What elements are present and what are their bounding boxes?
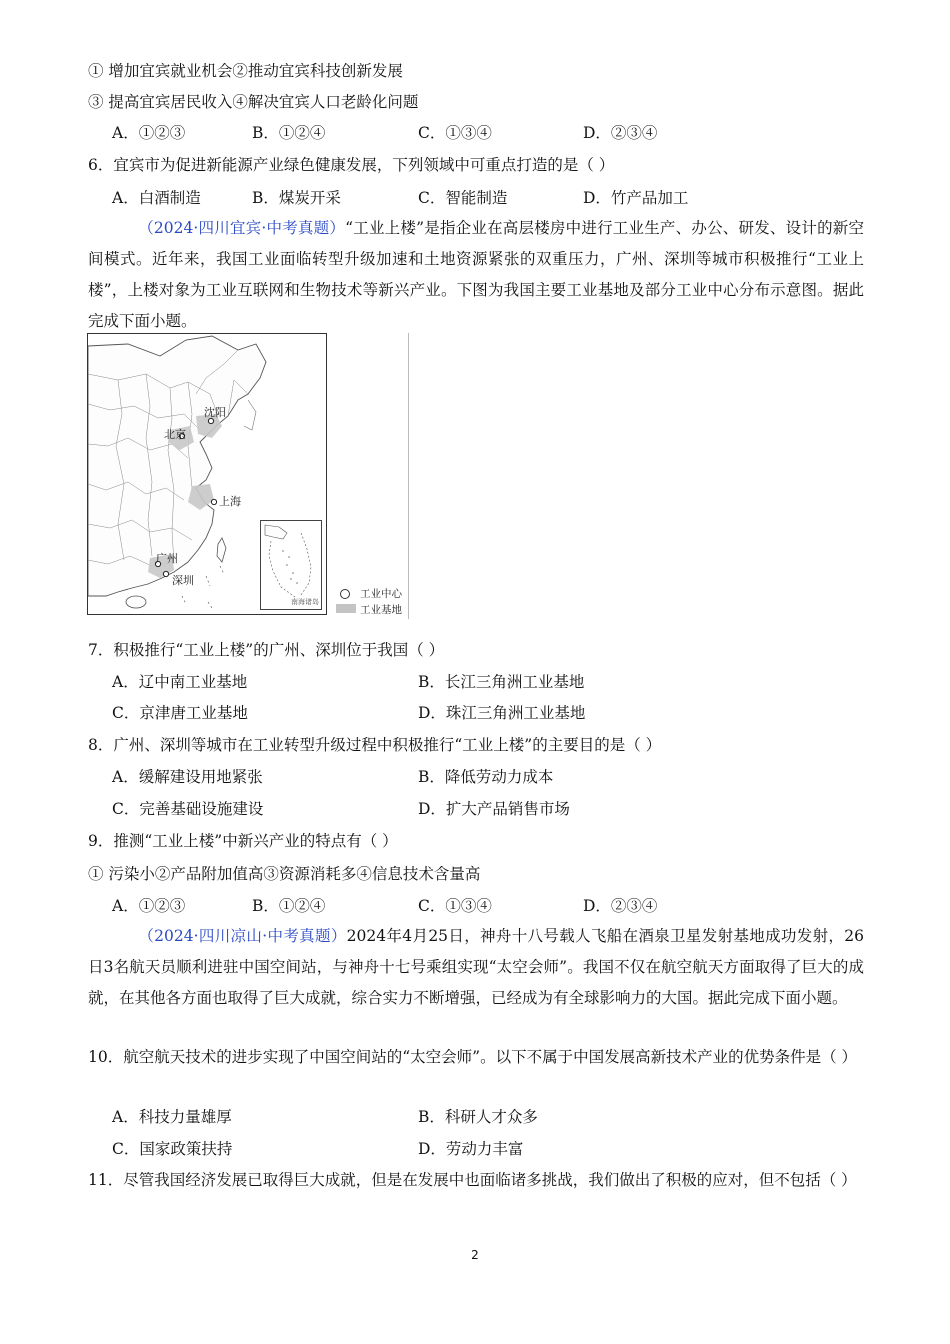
inset-drawing (261, 521, 321, 609)
q8-option-b[interactable]: B．降低劳动力成本 (418, 768, 554, 786)
legend-center-label: 工业中心 (360, 588, 402, 600)
map-label-shenzhen: 深圳 (172, 574, 194, 587)
q10-option-c[interactable]: C．国家政策扶持 (112, 1140, 233, 1158)
q7-option-c[interactable]: C．京津唐工业基地 (112, 704, 248, 722)
q10-option-d[interactable]: D．劳动力丰富 (418, 1140, 524, 1158)
q5-option-b[interactable]: B．①②④ (252, 124, 326, 142)
q7-option-b[interactable]: B．长江三角洲工业基地 (418, 673, 585, 691)
q6-option-c[interactable]: C．智能制造 (418, 189, 508, 207)
hainan-island (126, 596, 146, 608)
legend-center-icon (340, 589, 350, 599)
page-number: 2 (471, 1248, 479, 1262)
q9-stem: 9．推测“工业上楼”中新兴产业的特点有（ ） (88, 832, 398, 850)
q8-option-a[interactable]: A．缓解建设用地紧张 (112, 768, 263, 786)
passage-1-text: “工业上楼”是指企业在高层楼房中进行工业生产、办公、研发、设计的新空间模式。近年来，我国工业面临转型升级加速和土地资源紧张的双重压力，广州、深圳等城市积极推行“工业上楼”，上楼对象为工业互联网和生物技术等新兴产业。下图为我国主要工业基地及部分工业中心分布示意图。据此完成下面小题。 (88, 219, 864, 330)
q9-option-d[interactable]: D．②③④ (583, 897, 658, 915)
passage-2-text: 2024年4月25日，神舟十八号载人飞船在酒泉卫星发射基地成功发射，26日3名航天员顺利进驻中国空间站，与神舟十七号乘组实现“太空会师”。我国不仅在航空航天方面取得了巨大的成就，在其他各方面也取得了巨大成就，综合实力不断增强，已经成为有全球影响力的大国。据此完成下面小题。 (88, 927, 864, 1007)
map-label-beijing: 北京 (164, 428, 186, 441)
q9-option-c[interactable]: C．①③④ (418, 897, 492, 915)
q5-option-c[interactable]: C．①③④ (418, 124, 492, 142)
q7-option-a[interactable]: A．辽中南工业基地 (112, 673, 248, 691)
shanghai-center (211, 499, 216, 504)
q7-option-d[interactable]: D．珠江三角洲工业基地 (418, 704, 586, 722)
q6-option-a[interactable]: A．白酒制造 (112, 189, 201, 207)
q8-option-d[interactable]: D．扩大产品销售市场 (418, 800, 570, 818)
q10-stem: 10．航空航天技术的进步实现了中国空间站的“太空会师”。以下不属于中国发展高新技术产业的优势条件是（ ） (88, 1048, 858, 1066)
q6-option-d[interactable]: D．竹产品加工 (583, 189, 689, 207)
china-map (87, 333, 327, 615)
q10-option-a[interactable]: A．科技力量雄厚 (112, 1108, 232, 1126)
q6-option-b[interactable]: B．煤炭开采 (252, 189, 341, 207)
passage-1-source: （2024·四川宜宾·中考真题） (138, 219, 346, 237)
q5-option-d[interactable]: D．②③④ (583, 124, 658, 142)
passage-2 (88, 921, 864, 1014)
inset-label: 南海诸岛 (291, 598, 319, 606)
passage-1 (88, 213, 864, 337)
q7-stem: 7．积极推行“工业上楼”的广州、深圳位于我国（ ） (88, 641, 445, 659)
map-label-shanghai: 上海 (219, 495, 241, 508)
q10-option-b[interactable]: B．科研人才众多 (418, 1108, 538, 1126)
legend-base-swatch (336, 604, 356, 613)
q8-stem: 8．广州、深圳等城市在工业转型升级过程中积极推行“工业上楼”的主要目的是（ ） (88, 736, 662, 754)
shenzhen-center (163, 571, 168, 576)
q5-statements-1: ① 增加宜宾就业机会②推动宜宾科技创新发展 (88, 62, 403, 80)
q11-stem: 11．尽管我国经济发展已取得巨大成就，但是在发展中也面临诸多挑战，我们做出了积极的应对，但不包括（ ） (88, 1171, 857, 1189)
south-china-sea-inset (260, 520, 322, 610)
q5-statements-2: ③ 提高宜宾居民收入④解决宜宾人口老龄化问题 (88, 93, 419, 111)
q5-option-a[interactable]: A．①②③ (112, 124, 186, 142)
q8-option-c[interactable]: C．完善基础设施建设 (112, 800, 264, 818)
map-label-shenyang: 沈阳 (204, 406, 226, 419)
q6-stem: 6．宜宾市为促进新能源产业绿色健康发展，下列领域中可重点打造的是（ ） (88, 156, 615, 174)
industrial-base-map-figure (87, 333, 409, 619)
passage-2-source: （2024·四川凉山·中考真题） (138, 927, 347, 945)
q9-statements: ① 污染小②产品附加值高③资源消耗多④信息技术含量高 (88, 865, 481, 883)
q9-option-a[interactable]: A．①②③ (112, 897, 186, 915)
map-label-guangzhou: 广州 (156, 552, 178, 565)
legend-base-label: 工业基地 (360, 604, 402, 616)
q9-option-b[interactable]: B．①②④ (252, 897, 326, 915)
